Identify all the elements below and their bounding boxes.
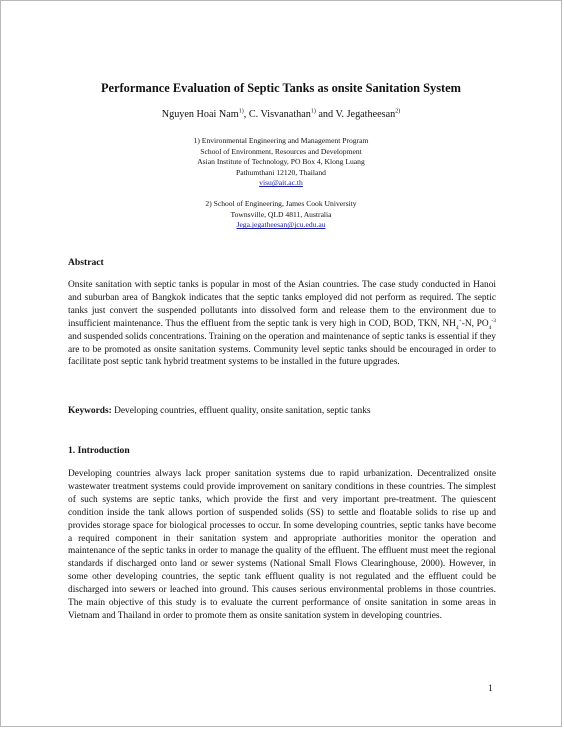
introduction-heading: 1. Introduction [68,445,130,456]
affiliation-2-line-1: 2) School of Engineering, James Cook University [205,199,357,208]
author-1: Nguyen Hoai Nam [161,109,239,120]
author-1-affil-mark: 1) [238,108,244,115]
affiliation-2-line-2: Townsville, QLD 4811, Australia [230,209,332,219]
keywords-label: Keywords: [68,406,112,416]
affiliation-2 [1,199,561,231]
author-2-affil-mark: 1) [310,108,316,115]
abstract-text-2: -N, PO [461,318,489,329]
affiliation-2-email-link[interactable]: Jega.jegatheesan@jcu.edu.au [236,220,326,230]
introduction-paragraph: Developing countries always lack proper sanitation systems due to rapid urbanization. Decentralized onsite wastewater treatment systems could provide improvement on sanitary conditions in these countries. The simplest of such systems are septic tanks, which provide the first and very important pre-treatment. The quiescent condition inside the tank allows portion of suspended solids (SS) to settle and floatable solids to rise up and provides storage space for biological processes to occur. In some developing countries, septic tanks have become a required component in their sanitation system and appropriate authorities monitor the operation and maintenance of the septic tanks in order to manage the quality of the effluent. The effluent must meet the regional standards if discharged onto land or sewer systems (National Small Flows Clearinghouse, 2000). However, in some other developing countries, the septic tank effluent quality is not regulated and the effluent could be discharged into sewers or leached into ground. This causes serious environmental problems in those countries. The main objective of this study is to evaluate the current performance of onsite sanitation in some areas in Vietnam and Thailand in order to promote them as onsite sanitation system in developing countries. [68,469,496,621]
keywords-line [68,406,498,416]
po4-superscript: -3 [491,317,496,324]
nh4-superscript: + [458,317,462,324]
nh4-subscript: 4 [455,324,459,331]
keywords-text: Developing countries, effluent quality, onsite sanitation, septic tanks [111,406,371,416]
abstract-heading: Abstract [68,257,104,268]
abstract-text-3: and suspended solids concentrations. Training on the operation and maintenance of septic tanks is essential if they are to be promoted as onsite sanitation systems. Community level septic tanks should be encouraged in order to facilitate post septic tank hybrid treatment systems to be installed in the future upgrades. [68,331,496,368]
affiliation-1-email-link[interactable]: visu@ait.ac.th [259,178,303,188]
page-number: 1 [488,683,493,694]
abstract-text-1: Onsite sanitation with septic tanks is popular in most of the Asian countries. The case study conducted in Hanoi and suburban area of Bangkok indicates that the septic tanks employed did not perform as required. The septic tanks just convert the suspended pollutants into dissolved form and release them to the environment due to insufficient maintenance. Thus the effluent from the septic tank is very high in COD, BOD, TKN, NH [68,280,496,329]
affiliation-1-line-4: Pathumthani 12120, Thailand [236,167,326,177]
paper-title: Performance Evaluation of Septic Tanks as onsite Sanitation System [100,81,462,95]
abstract-paragraph [68,279,496,369]
affiliation-1-line-3: Asian Institute of Technology, PO Box 4, Klong Luang [197,157,365,167]
po4-subscript: 4 [488,324,492,331]
affiliation-1-line-2: School of Environment, Resources and Development [200,146,362,156]
affiliation-1 [1,136,561,189]
author-2: , C. Visvanathan [243,109,311,120]
author-3: and V. Jegatheesan [315,109,396,120]
author-list [1,109,561,120]
author-3-affil-mark: 2) [395,108,401,115]
affiliation-1-line-1: 1) Environmental Engineering and Management Program [193,136,369,145]
